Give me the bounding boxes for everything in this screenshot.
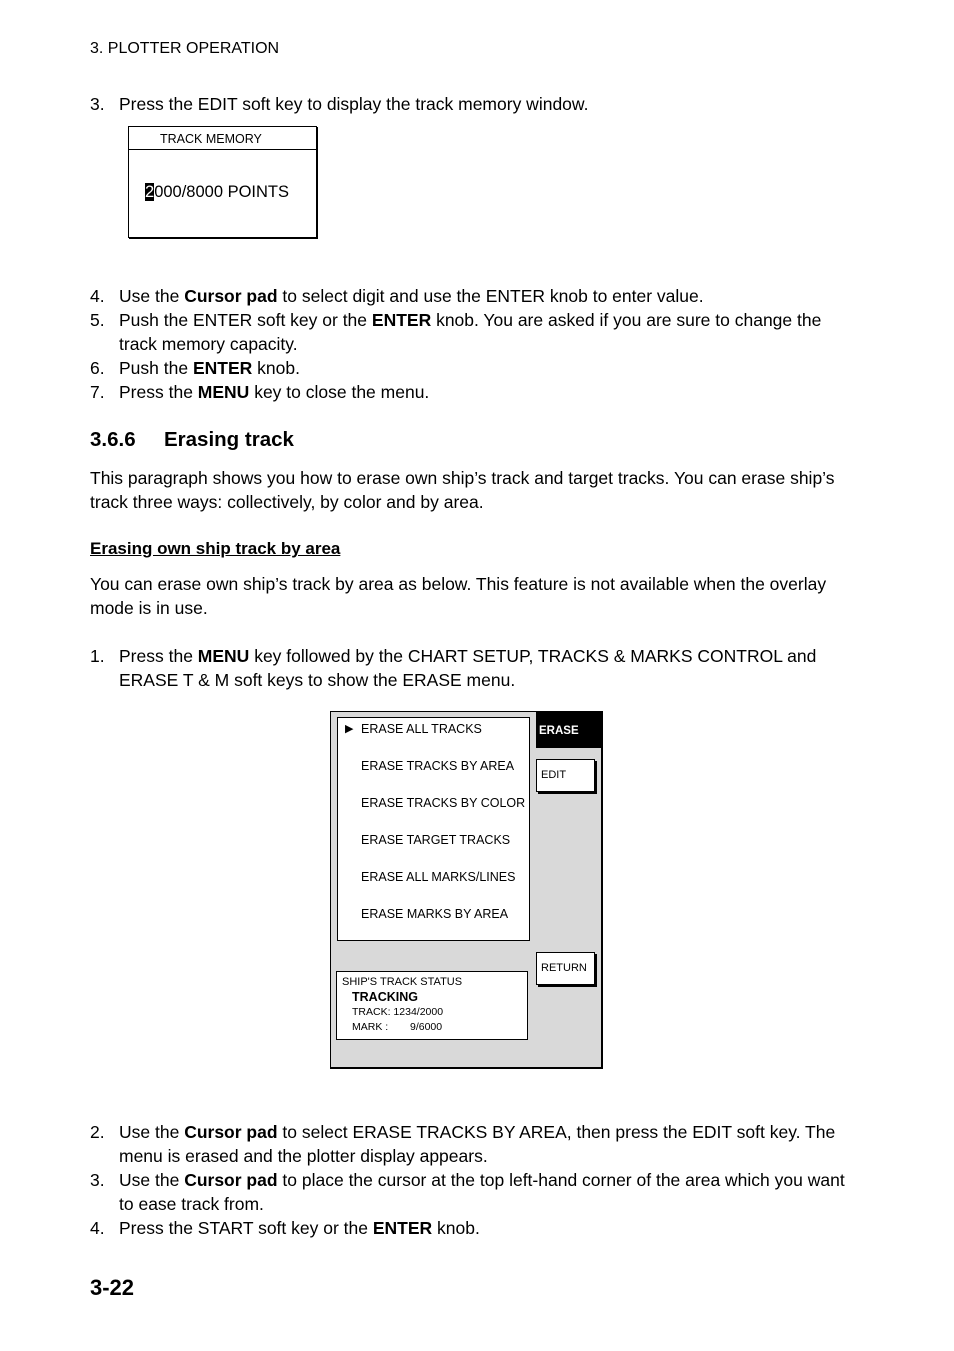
return-softkey-label: RETURN (541, 962, 587, 974)
text-run: knob. (432, 1218, 480, 1238)
step-text (119, 644, 860, 692)
text-run: Press the EDIT soft key to display the track memory window. (119, 94, 589, 114)
section-intro: This paragraph shows you how to erase own ship’s track and target tracks. You can erase ship’s track three ways: collectively, by color and by area. (90, 468, 835, 512)
status-state: TRACKING (352, 990, 418, 1004)
track-memory-points-rest: 000/8000 POINTS (154, 183, 290, 201)
menu-item-erase-marks-by-area[interactable]: ERASE MARKS BY AREA (361, 907, 509, 921)
erase-menu-window (330, 711, 603, 1069)
selection-arrow-icon: ▶ (345, 723, 354, 735)
text-run: Press the START soft key or the (119, 1218, 373, 1238)
return-softkey[interactable] (536, 952, 595, 985)
step-number: 3. (90, 1170, 105, 1190)
menu-item-erase-all-marks-lines[interactable]: ERASE ALL MARKS/LINES (361, 870, 516, 884)
text-run: knob. (252, 358, 300, 378)
text-run: Push the (119, 358, 193, 378)
step-number: 4. (90, 286, 105, 306)
step-text (119, 1216, 860, 1240)
bold-term: ENTER (192, 358, 253, 378)
step-number: 7. (90, 382, 105, 402)
section-number: 3.6.6 (90, 428, 136, 451)
text-run: to select ERASE TRACKS BY AREA, then press the EDIT soft key. The menu is erased and the plotter display appears. (119, 1122, 836, 1166)
text-run: key followed by the CHART SETUP, TRACKS & MARKS CONTROL and ERASE T & M soft keys to show the ERASE menu. (119, 646, 817, 690)
ships-track-status (336, 971, 528, 1040)
step-number: 2. (90, 1122, 105, 1142)
bold-term: Cursor pad (184, 1122, 278, 1142)
step-number: 6. (90, 358, 105, 378)
edit-softkey-label: EDIT (541, 769, 567, 781)
menu-item-erase-target-tracks[interactable]: ERASE TARGET TRACKS (361, 833, 511, 847)
bold-term: ENTER (372, 1218, 433, 1238)
text-run: Push the ENTER soft key or the (119, 310, 372, 330)
step-number: 5. (90, 310, 105, 330)
page-number: 3-22 (90, 1275, 135, 1300)
step-text (119, 356, 860, 380)
track-memory-title: TRACK MEMORY (160, 132, 262, 146)
step-text (119, 1120, 860, 1168)
step-text (119, 380, 860, 404)
bold-term: Cursor pad (184, 286, 278, 306)
softkey-title-erase (536, 712, 601, 748)
text-run: knob. You are asked if you are sure to change the track memory capacity. (119, 310, 822, 354)
erase-menu-list (337, 717, 530, 941)
edit-softkey[interactable] (536, 759, 595, 792)
step-number: 3. (90, 94, 105, 114)
track-memory-title-bar (129, 127, 316, 150)
text-run: to select digit and use the ENTER knob to enter value. (277, 286, 704, 306)
text-run: Use the (119, 1122, 185, 1142)
status-mark-value: 9/6000 (410, 1021, 443, 1033)
subheading: Erasing own ship track by area (90, 539, 341, 558)
status-title: SHIP'S TRACK STATUS (342, 976, 463, 988)
softkey-title-label: ERASE (539, 725, 579, 737)
step-text (119, 284, 860, 308)
status-mark-label: MARK : (352, 1021, 389, 1033)
track-memory-points (145, 183, 289, 202)
status-track: TRACK: 1234/2000 (352, 1006, 444, 1018)
text-run: key to close the menu. (249, 382, 430, 402)
bold-term: MENU (197, 646, 250, 666)
subsection-intro: You can erase own ship’s track by area as below. This feature is not available when the overlay mode is in use. (90, 574, 827, 618)
menu-item-erase-tracks-by-area[interactable]: ERASE TRACKS BY AREA (361, 759, 515, 773)
step-text (119, 1168, 860, 1216)
chapter-header: 3. PLOTTER OPERATION (90, 40, 280, 57)
text-run: Use the (119, 1170, 185, 1190)
text-run: Use the (119, 286, 185, 306)
text-run: Press the (119, 646, 198, 666)
track-memory-window (128, 126, 317, 238)
bold-term: Cursor pad (184, 1170, 278, 1190)
text-run: Press the (119, 382, 198, 402)
section-heading: Erasing track (164, 428, 294, 451)
bold-term: MENU (197, 382, 250, 402)
step-text (119, 308, 860, 356)
menu-item-erase-tracks-by-color[interactable]: ERASE TRACKS BY COLOR (361, 796, 526, 810)
step-text (119, 92, 860, 116)
step-number: 1. (90, 646, 105, 666)
bold-term: ENTER (371, 310, 432, 330)
cursor-digit[interactable]: 2 (145, 183, 155, 201)
text-run: to place the cursor at the top left-hand corner of the area which you want to ease track from. (119, 1170, 845, 1214)
step-number: 4. (90, 1218, 105, 1238)
menu-item-erase-all-tracks[interactable]: ERASE ALL TRACKS (361, 722, 482, 736)
